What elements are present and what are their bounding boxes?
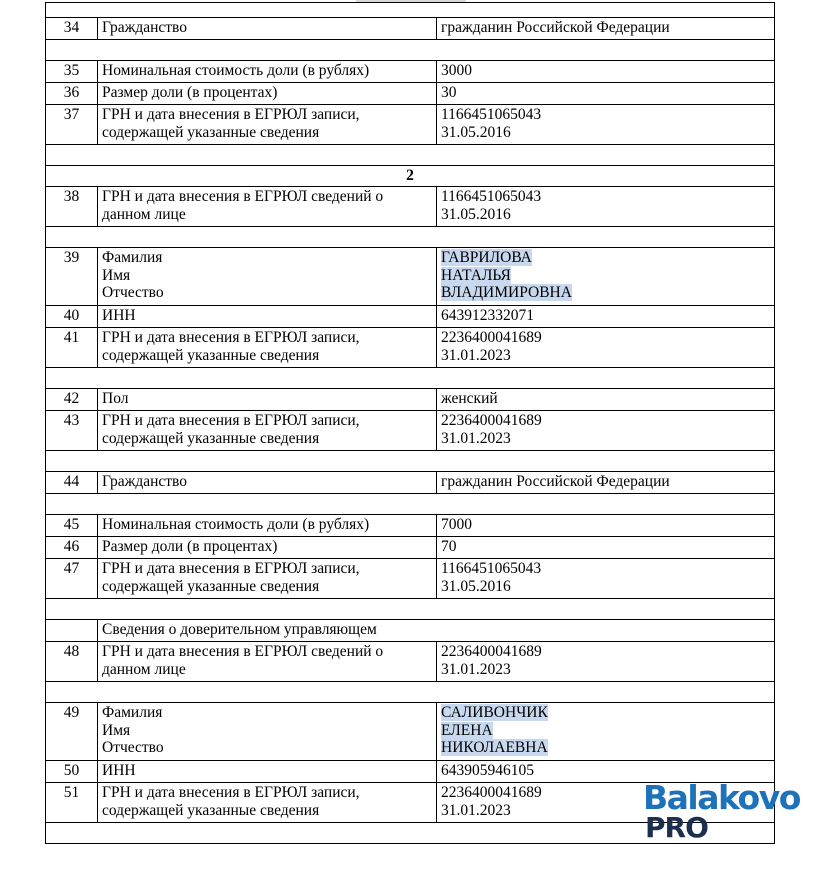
field-value: 70 (437, 537, 775, 559)
field-label: Размер доли (в процентах) (98, 537, 437, 559)
spacer-cell (46, 3, 775, 18)
field-label: ГРН и дата внесения в ЕГРЮЛ записи, содержащей указанные сведения (98, 411, 437, 451)
field-value: гражданин Российской Федерации (437, 472, 775, 494)
table-row (46, 559, 775, 599)
table-row (46, 306, 775, 328)
section-header-row (46, 166, 775, 187)
highlighted-name-part: ЕЛЕНА (441, 721, 493, 739)
row-number: 42 (46, 389, 98, 411)
field-value: 1166451065043 31.05.2016 (437, 559, 775, 599)
field-value: гражданин Российской Федерации (437, 18, 775, 40)
field-value: женский (437, 389, 775, 411)
field-value: 2236400041689 31.01.2023 (437, 783, 775, 823)
table-row (46, 61, 775, 83)
field-label: Номинальная стоимость доли (в рублях) (98, 515, 437, 537)
spacer-cell (46, 599, 775, 620)
row-number: 39 (46, 248, 98, 306)
table-spacer-row (46, 227, 775, 248)
field-value: 2236400041689 31.01.2023 (437, 642, 775, 682)
table-spacer-row (46, 599, 775, 620)
field-label: ГРН и дата внесения в ЕГРЮЛ записи, содержащей указанные сведения (98, 783, 437, 823)
field-value: 3000 (437, 61, 775, 83)
table-row (46, 83, 775, 105)
subsection-spacer (46, 620, 98, 642)
table-spacer-row (46, 682, 775, 703)
field-label: Фамилия Имя Отчество (98, 248, 437, 306)
row-number: 36 (46, 83, 98, 105)
field-label: Гражданство (98, 18, 437, 40)
table-row (46, 537, 775, 559)
table-row (46, 642, 775, 682)
row-number: 48 (46, 642, 98, 682)
table-spacer-row (46, 494, 775, 515)
table-row (46, 328, 775, 368)
table-spacer-row (46, 368, 775, 389)
field-label: ГРН и дата внесения в ЕГРЮЛ записи, содержащей указанные сведения (98, 559, 437, 599)
table-body (46, 3, 775, 844)
field-label: ГРН и дата внесения в ЕГРЮЛ записи, содержащей указанные сведения (98, 105, 437, 145)
row-number: 40 (46, 306, 98, 328)
field-value: 2236400041689 31.01.2023 (437, 411, 775, 451)
field-value: 643905946105 (437, 761, 775, 783)
row-number: 50 (46, 761, 98, 783)
highlighted-name-part: ВЛАДИМИРОВНА (441, 284, 572, 301)
table-row (46, 187, 775, 227)
table-row (46, 703, 775, 761)
field-value: 1166451065043 31.05.2016 (437, 187, 775, 227)
field-value: 7000 (437, 515, 775, 537)
table-row (46, 515, 775, 537)
field-value: 2236400041689 31.01.2023 (437, 328, 775, 368)
field-label: ГРН и дата внесения в ЕГРЮЛ сведений о данном лице (98, 642, 437, 682)
spacer-cell (46, 227, 775, 248)
row-number: 35 (46, 61, 98, 83)
highlighted-name-part: ГАВРИЛОВА (441, 249, 532, 266)
field-value (437, 703, 775, 761)
field-value: 1166451065043 31.05.2016 (437, 105, 775, 145)
row-number: 38 (46, 187, 98, 227)
row-number: 34 (46, 18, 98, 40)
spacer-cell (46, 368, 775, 389)
table-row (46, 472, 775, 494)
field-label: Размер доли (в процентах) (98, 83, 437, 105)
table-spacer-row (46, 3, 775, 18)
table-spacer-row (46, 145, 775, 166)
row-number: 37 (46, 105, 98, 145)
highlighted-name-part: НАТАЛЬЯ (441, 266, 511, 284)
field-label: ГРН и дата внесения в ЕГРЮЛ сведений о данном лице (98, 187, 437, 227)
spacer-cell (46, 145, 775, 166)
row-number: 41 (46, 328, 98, 368)
field-label: ИНН (98, 306, 437, 328)
spacer-cell (46, 40, 775, 61)
table-row (46, 389, 775, 411)
row-number: 46 (46, 537, 98, 559)
row-number: 49 (46, 703, 98, 761)
field-label: Пол (98, 389, 437, 411)
table-spacer-row (46, 451, 775, 472)
field-label: Гражданство (98, 472, 437, 494)
field-label: ГРН и дата внесения в ЕГРЮЛ записи, содержащей указанные сведения (98, 328, 437, 368)
row-number: 44 (46, 472, 98, 494)
egrul-extract-table (45, 2, 775, 844)
table-row (46, 411, 775, 451)
table-row (46, 248, 775, 306)
highlighted-name-part: НИКОЛАЕВНА (441, 739, 548, 756)
row-number: 47 (46, 559, 98, 599)
balakovo-pro-logo (643, 778, 800, 844)
logo-wordmark-bottom: PRO (645, 811, 708, 844)
field-value: 30 (437, 83, 775, 105)
row-number: 43 (46, 411, 98, 451)
row-number: 45 (46, 515, 98, 537)
field-label: Фамилия Имя Отчество (98, 703, 437, 761)
field-value: 643912332071 (437, 306, 775, 328)
section-number: 2 (46, 166, 775, 187)
subsection-title: Сведения о доверительном управляющем (98, 620, 775, 642)
spacer-cell (46, 682, 775, 703)
field-value (437, 248, 775, 306)
table-row (46, 18, 775, 40)
spacer-cell (46, 494, 775, 515)
row-number: 51 (46, 783, 98, 823)
subsection-header-row (46, 620, 775, 642)
table-spacer-row (46, 40, 775, 61)
field-label: ИНН (98, 761, 437, 783)
spacer-cell (46, 451, 775, 472)
logo-wordmark-top: Balakovo (643, 778, 800, 817)
field-label: Номинальная стоимость доли (в рублях) (98, 61, 437, 83)
highlighted-name-part: САЛИВОНЧИК (441, 704, 548, 721)
table-row (46, 105, 775, 145)
